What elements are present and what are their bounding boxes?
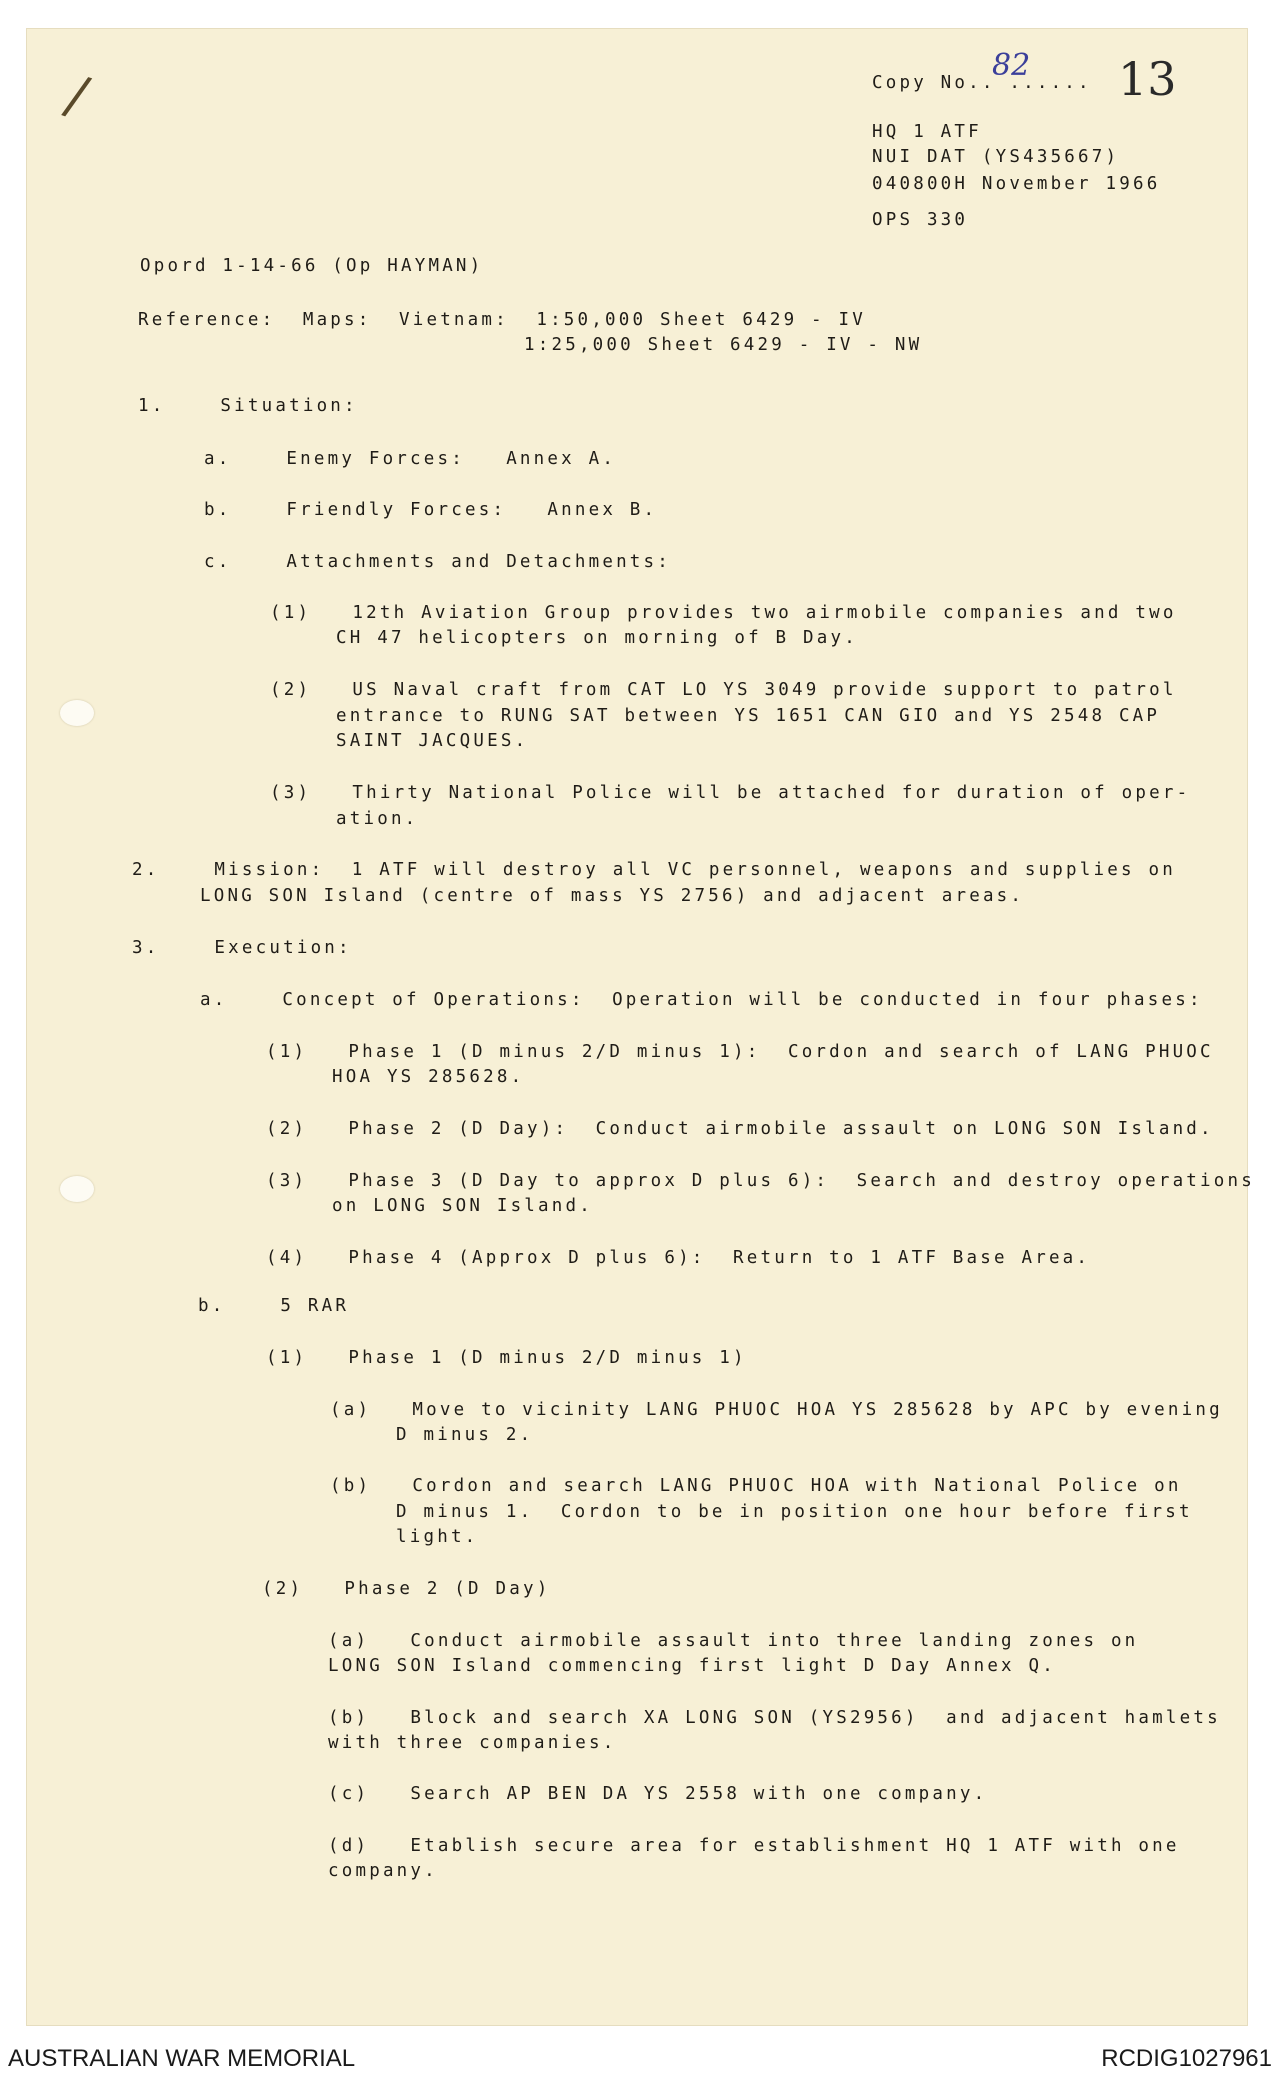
rar-p2-a-line-2: LONG SON Island commencing first light D Day Annex Q. — [328, 1656, 1057, 1676]
rar-phase-2: (2) Phase 2 (D Day) — [262, 1579, 551, 1599]
page-number: 13 — [1118, 52, 1177, 106]
attach-2-line-3: SAINT JACQUES. — [336, 731, 529, 751]
attach-2-line-1: (2) US Naval craft from CAT LO YS 3049 provide support to patrol — [270, 680, 1177, 700]
friendly-forces: b. Friendly Forces: Annex B. — [204, 500, 658, 520]
margin-mark: / — [58, 62, 96, 129]
concept-of-operations: a. Concept of Operations: Operation will be conducted in four phases: — [200, 990, 1203, 1010]
location-line: NUI DAT (YS435667) — [872, 147, 1120, 167]
rar-p1-b-line-1: (b) Cordon and search LANG PHUOC HOA with National Police on — [330, 1476, 1182, 1496]
rar-p1-a-line-1: (a) Move to vicinity LANG PHUOC HOA YS 285628 by APC by evening — [330, 1400, 1223, 1420]
rar-p1-a-line-2: D minus 2. — [396, 1425, 534, 1445]
rar-p1-b-line-2: D minus 1. Cordon to be in position one hour before first — [396, 1502, 1193, 1522]
reference-line-2: 1:25,000 Sheet 6429 - IV - NW — [524, 335, 923, 355]
rar-p2-a-line-1: (a) Conduct airmobile assault into three landing zones on — [328, 1631, 1139, 1651]
situation-heading: 1. Situation: — [138, 396, 358, 416]
phase-1-line-2: HOA YS 285628. — [332, 1067, 525, 1087]
attach-1-line-1: (1) 12th Aviation Group provides two airmobile companies and two — [270, 603, 1177, 623]
footer-right: RCDIG1027961 — [1101, 2045, 1272, 2072]
execution-heading: 3. Execution: — [132, 938, 352, 958]
attach-2-line-2: entrance to RUNG SAT between YS 1651 CAN GIO and YS 2548 CAP — [336, 706, 1161, 726]
enemy-forces: a. Enemy Forces: Annex A. — [204, 449, 617, 469]
phase-4: (4) Phase 4 (Approx D plus 6): Return to 1 ATF Base Area. — [266, 1248, 1091, 1268]
punch-hole-bottom — [60, 1176, 94, 1202]
rar-p2-b-line-2: with three companies. — [328, 1733, 617, 1753]
reference-line-1: Reference: Maps: Vietnam: 1:50,000 Sheet 6429 - IV — [138, 310, 867, 330]
rar-p2-d-line-2: company. — [328, 1861, 438, 1881]
attachments-heading: c. Attachments and Detachments: — [204, 552, 672, 572]
attach-3-line-1: (3) Thirty National Police will be attached for duration of oper- — [270, 783, 1191, 803]
rar-p2-c: (c) Search AP BEN DA YS 2558 with one company. — [328, 1784, 988, 1804]
five-rar-heading: b. 5 RAR — [198, 1296, 350, 1316]
mission-line-1: 2. Mission: 1 ATF will destroy all VC personnel, weapons and supplies on — [132, 860, 1176, 880]
phase-3-line-1: (3) Phase 3 (D Day to approx D plus 6): Search and destroy operations — [266, 1171, 1255, 1191]
attach-3-line-2: ation. — [336, 809, 419, 829]
copy-number: 82 — [992, 48, 1031, 83]
opord-title: Opord 1-14-66 (Op HAYMAN) — [140, 256, 484, 276]
hq-line: HQ 1 ATF — [872, 122, 982, 142]
rar-p2-b-line-1: (b) Block and search XA LONG SON (YS2956) and adjacent hamlets — [328, 1708, 1221, 1728]
document-page — [26, 28, 1255, 2026]
ops-line: OPS 330 — [872, 210, 969, 230]
phase-1-line-1: (1) Phase 1 (D minus 2/D minus 1): Cordon and search of LANG PHUOC — [266, 1042, 1214, 1062]
copy-label: Copy No.. ...... — [872, 73, 1092, 93]
rar-phase-1: (1) Phase 1 (D minus 2/D minus 1) — [266, 1348, 747, 1368]
dtg-line: 040800H November 1966 — [872, 174, 1161, 194]
phase-2: (2) Phase 2 (D Day): Conduct airmobile assault on LONG SON Island. — [266, 1119, 1214, 1139]
rar-p1-b-line-3: light. — [396, 1527, 479, 1547]
punch-hole-top — [60, 700, 94, 726]
mission-line-2: LONG SON Island (centre of mass YS 2756) and adjacent areas. — [200, 886, 1025, 906]
footer-left: AUSTRALIAN WAR MEMORIAL — [8, 2045, 356, 2072]
rar-p2-d-line-1: (d) Etablish secure area for establishment HQ 1 ATF with one — [328, 1836, 1180, 1856]
phase-3-line-2: on LONG SON Island. — [332, 1196, 593, 1216]
attach-1-line-2: CH 47 helicopters on morning of B Day. — [336, 628, 858, 648]
